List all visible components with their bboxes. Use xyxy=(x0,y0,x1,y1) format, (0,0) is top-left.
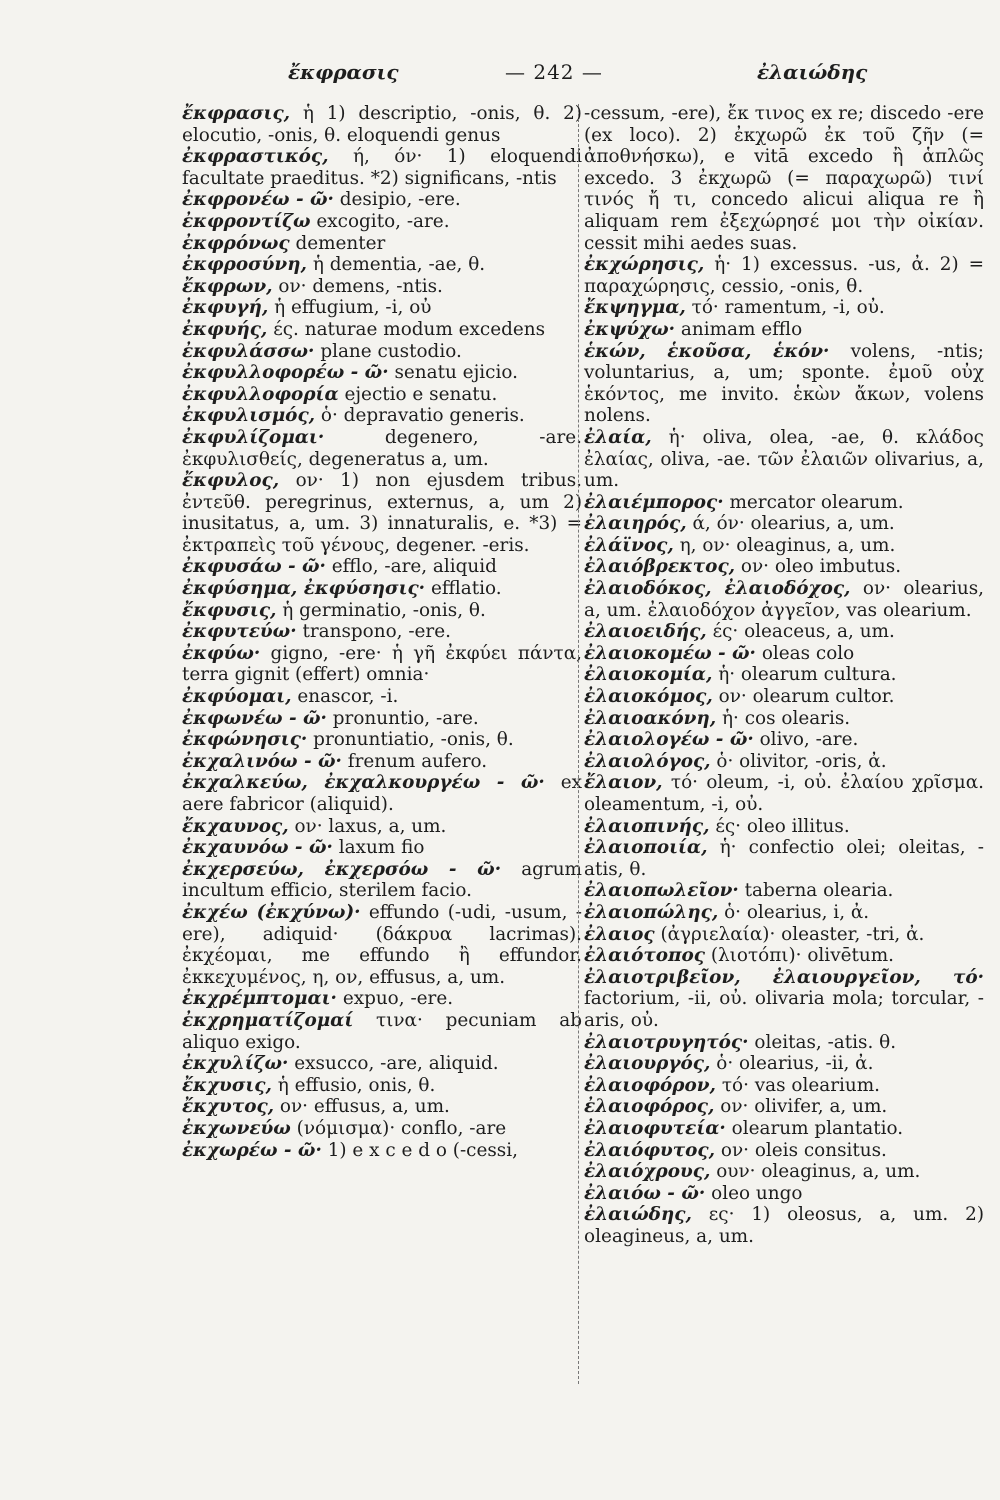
entry-definition: ἡ· 1) excessus. -us, ἀ. 2) = παραχώρησις, cessio, -onis, θ. xyxy=(584,254,984,297)
dictionary-entry xyxy=(584,945,984,967)
entry-definition: ἡ· cos olearis. xyxy=(722,707,851,729)
entry-headword: ἐκφροντίζω xyxy=(182,210,311,232)
dictionary-entry xyxy=(182,902,582,988)
dictionary-entry xyxy=(584,751,984,773)
entry-definition: plane custodio. xyxy=(320,340,462,362)
entry-headword: ἐκφυής, xyxy=(182,318,268,340)
entry-headword: ἔκχυσις, xyxy=(182,1074,272,1096)
dictionary-entry xyxy=(182,297,582,319)
dictionary-entry xyxy=(182,643,582,686)
dictionary-entry xyxy=(182,1010,582,1053)
dictionary-entry xyxy=(584,1032,984,1054)
dictionary-entry xyxy=(182,578,582,600)
dictionary-entry xyxy=(182,1140,582,1162)
entry-headword: ἔκφρασις, xyxy=(182,103,291,124)
entry-definition: ον· effusus, a, um. xyxy=(279,1096,450,1118)
left-column xyxy=(182,103,582,1161)
dictionary-entry xyxy=(584,902,984,924)
entry-definition: ἡ germinatio, -onis, θ. xyxy=(282,599,486,621)
entry-headword: ἐκφυλισμός, xyxy=(182,405,316,427)
entry-headword: ἐκφυλλοφορέω - ῶ· xyxy=(182,362,389,384)
entry-definition: desipio, -ere. xyxy=(339,189,461,211)
entry-headword: ἐλαία, xyxy=(584,426,652,448)
dictionary-entry xyxy=(182,621,582,643)
entry-headword: ἐλαιολογέω - ῶ· xyxy=(584,729,754,751)
dictionary-entry xyxy=(584,578,984,621)
page-number: — 242 — xyxy=(505,60,603,84)
entry-headword: ἐκφροσύνη, xyxy=(182,254,307,276)
entry-definition: ον· 1) non ejusdem tribus. ἐντεῦθ. peregrinus, externus, a, um 2) inusitatus, a, um. 3) innaturalis, e. *3) = ἐκτραπεὶς τοῦ γένους, degener. -eris. xyxy=(182,470,582,556)
entry-headword: ἐκφυλάσσω· xyxy=(182,340,315,362)
entry-definition: ἡ 1) descriptio, -onis, θ. 2) elocutio, -onis, θ. eloquendi genus xyxy=(182,103,582,146)
entry-headword: ἐλαιοκομέω - ῶ· xyxy=(584,642,756,664)
entry-definition: factorium, -ii, οὐ. olivaria mola; torcular, -aris, οὐ. xyxy=(584,988,984,1031)
entry-definition: degenero, -are. ἐκφυλισθείς, degeneratus a, um. xyxy=(182,426,582,470)
entry-definition: ον· demens, -ntis. xyxy=(278,275,443,297)
entry-headword: ἐλαιοειδής, xyxy=(584,621,707,643)
entry-headword: ἐλαιουργός, xyxy=(584,1053,711,1075)
entry-headword: ἔλαιον, xyxy=(584,772,663,794)
dictionary-entry xyxy=(182,362,582,384)
entry-headword: ἐκχαυνόω - ῶ· xyxy=(182,837,333,859)
dictionary-entry xyxy=(584,643,984,665)
entry-definition: exsucco, -are, aliquid. xyxy=(294,1053,499,1075)
entry-headword: ἐλαιοφόρον, xyxy=(584,1074,716,1096)
entry-headword: ἐκχωνεύω xyxy=(182,1117,291,1139)
entry-definition: ὁ· olearius, i, ἀ. xyxy=(724,901,870,923)
entry-definition: agrum incultum efficio, sterilem facio. xyxy=(182,858,582,902)
entry-headword: ἐλαιόφυτος, xyxy=(584,1139,716,1161)
entry-definition: oleas colo xyxy=(761,642,855,664)
entry-headword: ἔκφυλος, xyxy=(182,470,280,492)
entry-definition: (λιοτόπι)· olivētum. xyxy=(710,945,894,967)
dictionary-entry xyxy=(182,600,582,622)
entry-headword: ἐκφύω· xyxy=(182,642,261,664)
entry-definition: volens, -ntis; voluntarius, a, um; sponte. ἐμοῦ οὐχ ἑκόντος, me invito. ἑκὼν ἄκων, volens nolens. xyxy=(584,340,984,427)
dictionary-entry xyxy=(182,686,582,708)
entry-headword: ἐκφώνησις· xyxy=(182,729,308,751)
entry-headword: ἐκφυτεύω· xyxy=(182,621,297,643)
dictionary-entry xyxy=(182,341,582,363)
dictionary-entry xyxy=(584,492,984,514)
dictionary-entry xyxy=(182,103,582,146)
dictionary-entry xyxy=(584,621,984,643)
entry-definition: ὁ· olearius, -ii, ἀ. xyxy=(716,1053,874,1075)
entry-definition: ejectio e senatu. xyxy=(344,383,498,405)
entry-definition: ον· oleis consitus. xyxy=(720,1139,887,1161)
entry-headword: ἐλαιέμπορος· xyxy=(584,491,724,513)
entry-definition: ex aere fabricor (aliquid). xyxy=(182,772,582,815)
entry-definition: ον· olearius, a, um. ἐλαιοδόχον ἀγγεῖον, vas olearium. xyxy=(584,578,984,621)
entry-definition: dementer xyxy=(295,232,386,254)
entry-headword: ἔκχυτος, xyxy=(182,1096,275,1118)
entry-headword: ἐκφρονέω - ῶ· xyxy=(182,189,334,211)
entry-headword: ἐλαιοπωλεῖον· xyxy=(584,880,739,902)
entry-headword: ἐλαιόω - ῶ· xyxy=(584,1182,706,1204)
entry-definition: ἡ· confectio olei; oleitas, -atis, θ. xyxy=(584,837,984,880)
entry-headword: ἐκφύομαι, xyxy=(182,686,292,708)
dictionary-entry xyxy=(584,816,984,838)
dictionary-entry xyxy=(182,988,582,1010)
entry-definition: ἡ effusio, onis, θ. xyxy=(277,1074,436,1096)
entry-definition: transpono, -ere. xyxy=(302,621,451,643)
dictionary-entry xyxy=(182,319,582,341)
dictionary-entry xyxy=(584,880,984,902)
dictionary-entry xyxy=(584,772,984,815)
dictionary-entry xyxy=(182,405,582,427)
entry-headword: ἐκψύχω· xyxy=(584,318,676,340)
running-header xyxy=(0,60,1000,96)
entry-definition: olivo, -are. xyxy=(759,729,859,751)
entry-definition: η, ον· oleaginus, a, um. xyxy=(679,534,896,556)
dictionary-entry xyxy=(584,535,984,557)
dictionary-entry xyxy=(182,1075,582,1097)
dictionary-entry xyxy=(584,686,984,708)
dictionary-entry xyxy=(182,470,582,556)
entry-headword: ἐκφρόνως xyxy=(182,232,290,254)
entry-definition: ἡ effugium, -i, οὐ xyxy=(274,297,432,319)
entry-headword: ἐλαιοποιία, xyxy=(584,837,708,859)
entry-definition: olearum plantatio. xyxy=(731,1117,904,1139)
entry-definition: expuo, -ere. xyxy=(342,988,454,1010)
dictionary-entry xyxy=(182,556,582,578)
left-guide-word: ἔκφρασις xyxy=(288,60,399,84)
dictionary-entry xyxy=(584,967,984,1032)
entry-headword: ἐκχερσεύω, ἐκχερσόω - ῶ· xyxy=(182,858,502,880)
entry-headword: ἐκχρηματίζομαί xyxy=(182,1009,354,1031)
dictionary-entry xyxy=(182,1118,582,1140)
entry-definition: τό· vas olearium. xyxy=(721,1074,881,1096)
entry-headword: ἐκχώρησις, xyxy=(584,254,705,276)
entry-headword: ἐκφυλίζομαι· xyxy=(182,426,325,448)
dictionary-entry xyxy=(182,254,582,276)
dictionary-entry xyxy=(584,341,984,427)
entry-headword: ἐλαιοπώλης, xyxy=(584,901,719,923)
entry-definition: mercator olearum. xyxy=(729,491,904,513)
entry-definition: gigno, -ere· ἡ γῆ ἐκφύει πάντα, terra gignit (effert) omnia· xyxy=(182,642,582,686)
dictionary-entry xyxy=(584,297,984,319)
entry-headword: ἔκψηγμα, xyxy=(584,297,686,319)
entry-headword: ἐκφυγή, xyxy=(182,297,269,319)
entry-headword: ἐκχαλκεύω, ἐκχαλκουργέω - ῶ· xyxy=(182,772,545,794)
entry-headword: ἐλαιότοπος xyxy=(584,945,705,967)
dictionary-entry xyxy=(182,427,582,470)
entry-definition: pronuntio, -are. xyxy=(332,707,479,729)
entry-headword: ἐλαιοακόνη, xyxy=(584,707,717,729)
entry-headword: ἐκφύσημα, ἐκφύσησις· xyxy=(182,578,426,600)
dictionary-entry xyxy=(584,837,984,880)
entry-definition: ουν· oleaginus, a, um. xyxy=(716,1161,921,1183)
entry-headword: ἐκχρέμπτομαι· xyxy=(182,988,337,1010)
entry-headword: ἐκφυλλοφορία xyxy=(182,383,339,405)
dictionary-entry xyxy=(584,556,984,578)
dictionary-entry xyxy=(182,837,582,859)
entry-definition: 1) e x c e d o (-cessi, xyxy=(327,1139,518,1161)
entry-definition: ον· olearum cultor. xyxy=(718,686,895,708)
entry-headword: ἐκφυσάω - ῶ· xyxy=(182,556,326,578)
dictionary-entry xyxy=(182,729,582,751)
entry-headword: ἐκχαλινόω - ῶ· xyxy=(182,750,342,772)
entry-headword: ἔκχαυνος, xyxy=(182,815,289,837)
dictionary-entry xyxy=(182,708,582,730)
entry-headword: ἔκφυσις, xyxy=(182,599,277,621)
dictionary-entry xyxy=(584,427,984,492)
dictionary-entry xyxy=(584,1204,984,1247)
entry-headword: ἐλαιοτριβεῖον, ἐλαιουργεῖον, τό· xyxy=(584,966,984,988)
entry-headword: ἐλάϊνος, xyxy=(584,534,674,556)
dictionary-entry xyxy=(584,708,984,730)
entry-definition: animam efflo xyxy=(680,318,803,340)
right-column xyxy=(584,103,984,1247)
dictionary-entry xyxy=(182,751,582,773)
entry-definition: ον· laxus, a, um. xyxy=(294,815,447,837)
entry-headword: ἐκχυλίζω· xyxy=(182,1053,289,1075)
entry-definition: τινα· pecuniam ab aliquo exigo. xyxy=(182,1009,582,1053)
dictionary-entry xyxy=(182,189,582,211)
dictionary-entry xyxy=(584,924,984,946)
dictionary-entry xyxy=(182,859,582,902)
entry-definition: ή, όν· 1) eloquendi facultate praeditus. *2) significans, -ntis xyxy=(182,146,582,189)
entry-definition: taberna olearia. xyxy=(744,880,894,902)
entry-definition: ον· olivifer, a, um. xyxy=(720,1096,888,1118)
entry-definition: efflatio. xyxy=(430,578,502,600)
entry-definition: τό· oleum, -i, οὐ. ἐλαίου χρῖσμα. oleamentum, -i, οὐ. xyxy=(584,772,984,815)
entry-headword: ἐλαιοπινής, xyxy=(584,815,710,837)
entry-definition: ες· 1) oleosus, a, um. 2) oleagineus, a, um. xyxy=(584,1204,984,1247)
dictionary-entry xyxy=(584,513,984,535)
dictionary-entry xyxy=(182,816,582,838)
entry-definition: oleo ungo xyxy=(711,1182,803,1204)
entry-headword: ἐλαιος xyxy=(584,923,655,945)
dictionary-entry xyxy=(584,1118,984,1140)
entry-headword: ἐλαιοκομία, xyxy=(584,664,713,686)
entry-headword: ἐλαιόβρεκτος, xyxy=(584,556,736,578)
entry-definition: excogito, -are. xyxy=(316,210,450,232)
entry-headword: ἐλαιοδόκος, ἐλαιοδόχος, xyxy=(584,578,851,600)
entry-definition: -cessum, -ere), ἔκ τινος ex re; discedo -ere (ex loco). 2) ἐκχωρῶ ἐκ τοῦ ζῆν (= ἀποθνήσκω), e vitā excedo ἢ ἁπλῶς excedo. 3 ἐκχωρῶ (= παραχωρῶ) τινί τινός ἤ τι, concedo alicui aliqua re ἢ aliquam rem ἐξεχώρησέ μοι τὴν οἰκίαν. cessit mihi aedes suas. xyxy=(584,103,984,254)
entry-headword: ἔκφρων, xyxy=(182,275,273,297)
entry-definition: ον· oleo imbutus. xyxy=(740,556,902,578)
dictionary-entry xyxy=(584,664,984,686)
column-divider xyxy=(578,104,579,1384)
entry-definition: ἡ· oliva, olea, -ae, θ. κλάδος ἐλαίας, oliva, -ae. τῶν ἐλαιῶν olivarius, a, um. xyxy=(584,426,984,492)
entry-definition: ἡ· olearum cultura. xyxy=(718,664,897,686)
entry-definition: ἡ dementia, -ae, θ. xyxy=(312,254,486,276)
dictionary-entry xyxy=(182,1096,582,1118)
entry-definition: ές· oleaceus, a, um. xyxy=(712,621,895,643)
right-guide-word: ἐλαιώδης xyxy=(757,60,868,84)
entry-definition: ὁ· olivitor, -oris, ἀ. xyxy=(716,750,887,772)
entry-headword: ἐκχωρέω - ῶ· xyxy=(182,1139,322,1161)
dictionary-entry xyxy=(584,103,984,254)
dictionary-entry xyxy=(182,233,582,255)
entry-definition: (νόμισμα)· conflo, -are xyxy=(296,1117,507,1139)
entry-definition: effundo (-udi, -usum, -ere), adiquid· (δάκρυα lacrimas). ἐκχέομαι, me effundo ἢ effundor. ἐκκεχυμένος, η, ον, effusus, a, um. xyxy=(182,901,582,988)
entry-headword: ἐκφωνέω - ῶ· xyxy=(182,707,327,729)
entry-definition: ὁ· depravatio generis. xyxy=(320,405,525,427)
entry-definition: efflo, -are, aliquid xyxy=(331,556,497,578)
dictionary-entry xyxy=(182,211,582,233)
entry-headword: ἐλαιοφόρος, xyxy=(584,1096,715,1118)
entry-definition: frenum aufero. xyxy=(347,750,488,772)
dictionary-entry xyxy=(584,319,984,341)
entry-headword: ἐλαιοκόμος, xyxy=(584,686,713,708)
entry-definition: ές· oleo illitus. xyxy=(715,815,850,837)
dictionary-entry xyxy=(182,384,582,406)
entry-definition: laxum fio xyxy=(338,837,425,859)
dictionary-entry xyxy=(182,146,582,189)
dictionary-entry xyxy=(584,1096,984,1118)
dictionary-entry xyxy=(584,729,984,751)
entry-definition: ές. naturae modum excedens xyxy=(273,318,546,340)
dictionary-entry xyxy=(584,1161,984,1183)
entry-headword: ἐκφραστικός, xyxy=(182,146,329,168)
dictionary-entry xyxy=(584,254,984,297)
dictionary-entry xyxy=(584,1075,984,1097)
entry-definition: τό· ramentum, -i, οὐ. xyxy=(691,297,885,319)
entry-headword: ἐλαιολόγος, xyxy=(584,750,711,772)
dictionary-entry xyxy=(182,1053,582,1075)
entry-headword: ἐλαιώδης, xyxy=(584,1204,692,1226)
entry-definition: pronuntiatio, -onis, θ. xyxy=(313,729,514,751)
entry-headword: ἐλαιόχρους, xyxy=(584,1161,711,1183)
dictionary-entry xyxy=(182,772,582,815)
entry-headword: ἐλαιοτρυγητός· xyxy=(584,1031,749,1053)
entry-headword: ἐλαιηρός, xyxy=(584,513,687,535)
entry-definition: enascor, -i. xyxy=(297,686,399,708)
entry-definition: ά, όν· olearius, a, um. xyxy=(692,513,895,535)
entry-headword: ἐκχέω (ἐκχύνω)· xyxy=(182,901,361,923)
entry-definition: senatu ejicio. xyxy=(394,362,518,384)
dictionary-entry xyxy=(584,1140,984,1162)
entry-headword: ἑκών, ἑκοῦσα, ἑκόν· xyxy=(584,340,830,362)
dictionary-entry xyxy=(584,1053,984,1075)
dictionary-entry xyxy=(182,276,582,298)
entry-definition: oleitas, -atis. θ. xyxy=(754,1031,897,1053)
dictionary-entry xyxy=(584,1183,984,1205)
entry-headword: ἐλαιοφυτεία· xyxy=(584,1117,726,1139)
entry-definition: (ἀγριελαία)· oleaster, -tri, ἀ. xyxy=(660,923,925,945)
